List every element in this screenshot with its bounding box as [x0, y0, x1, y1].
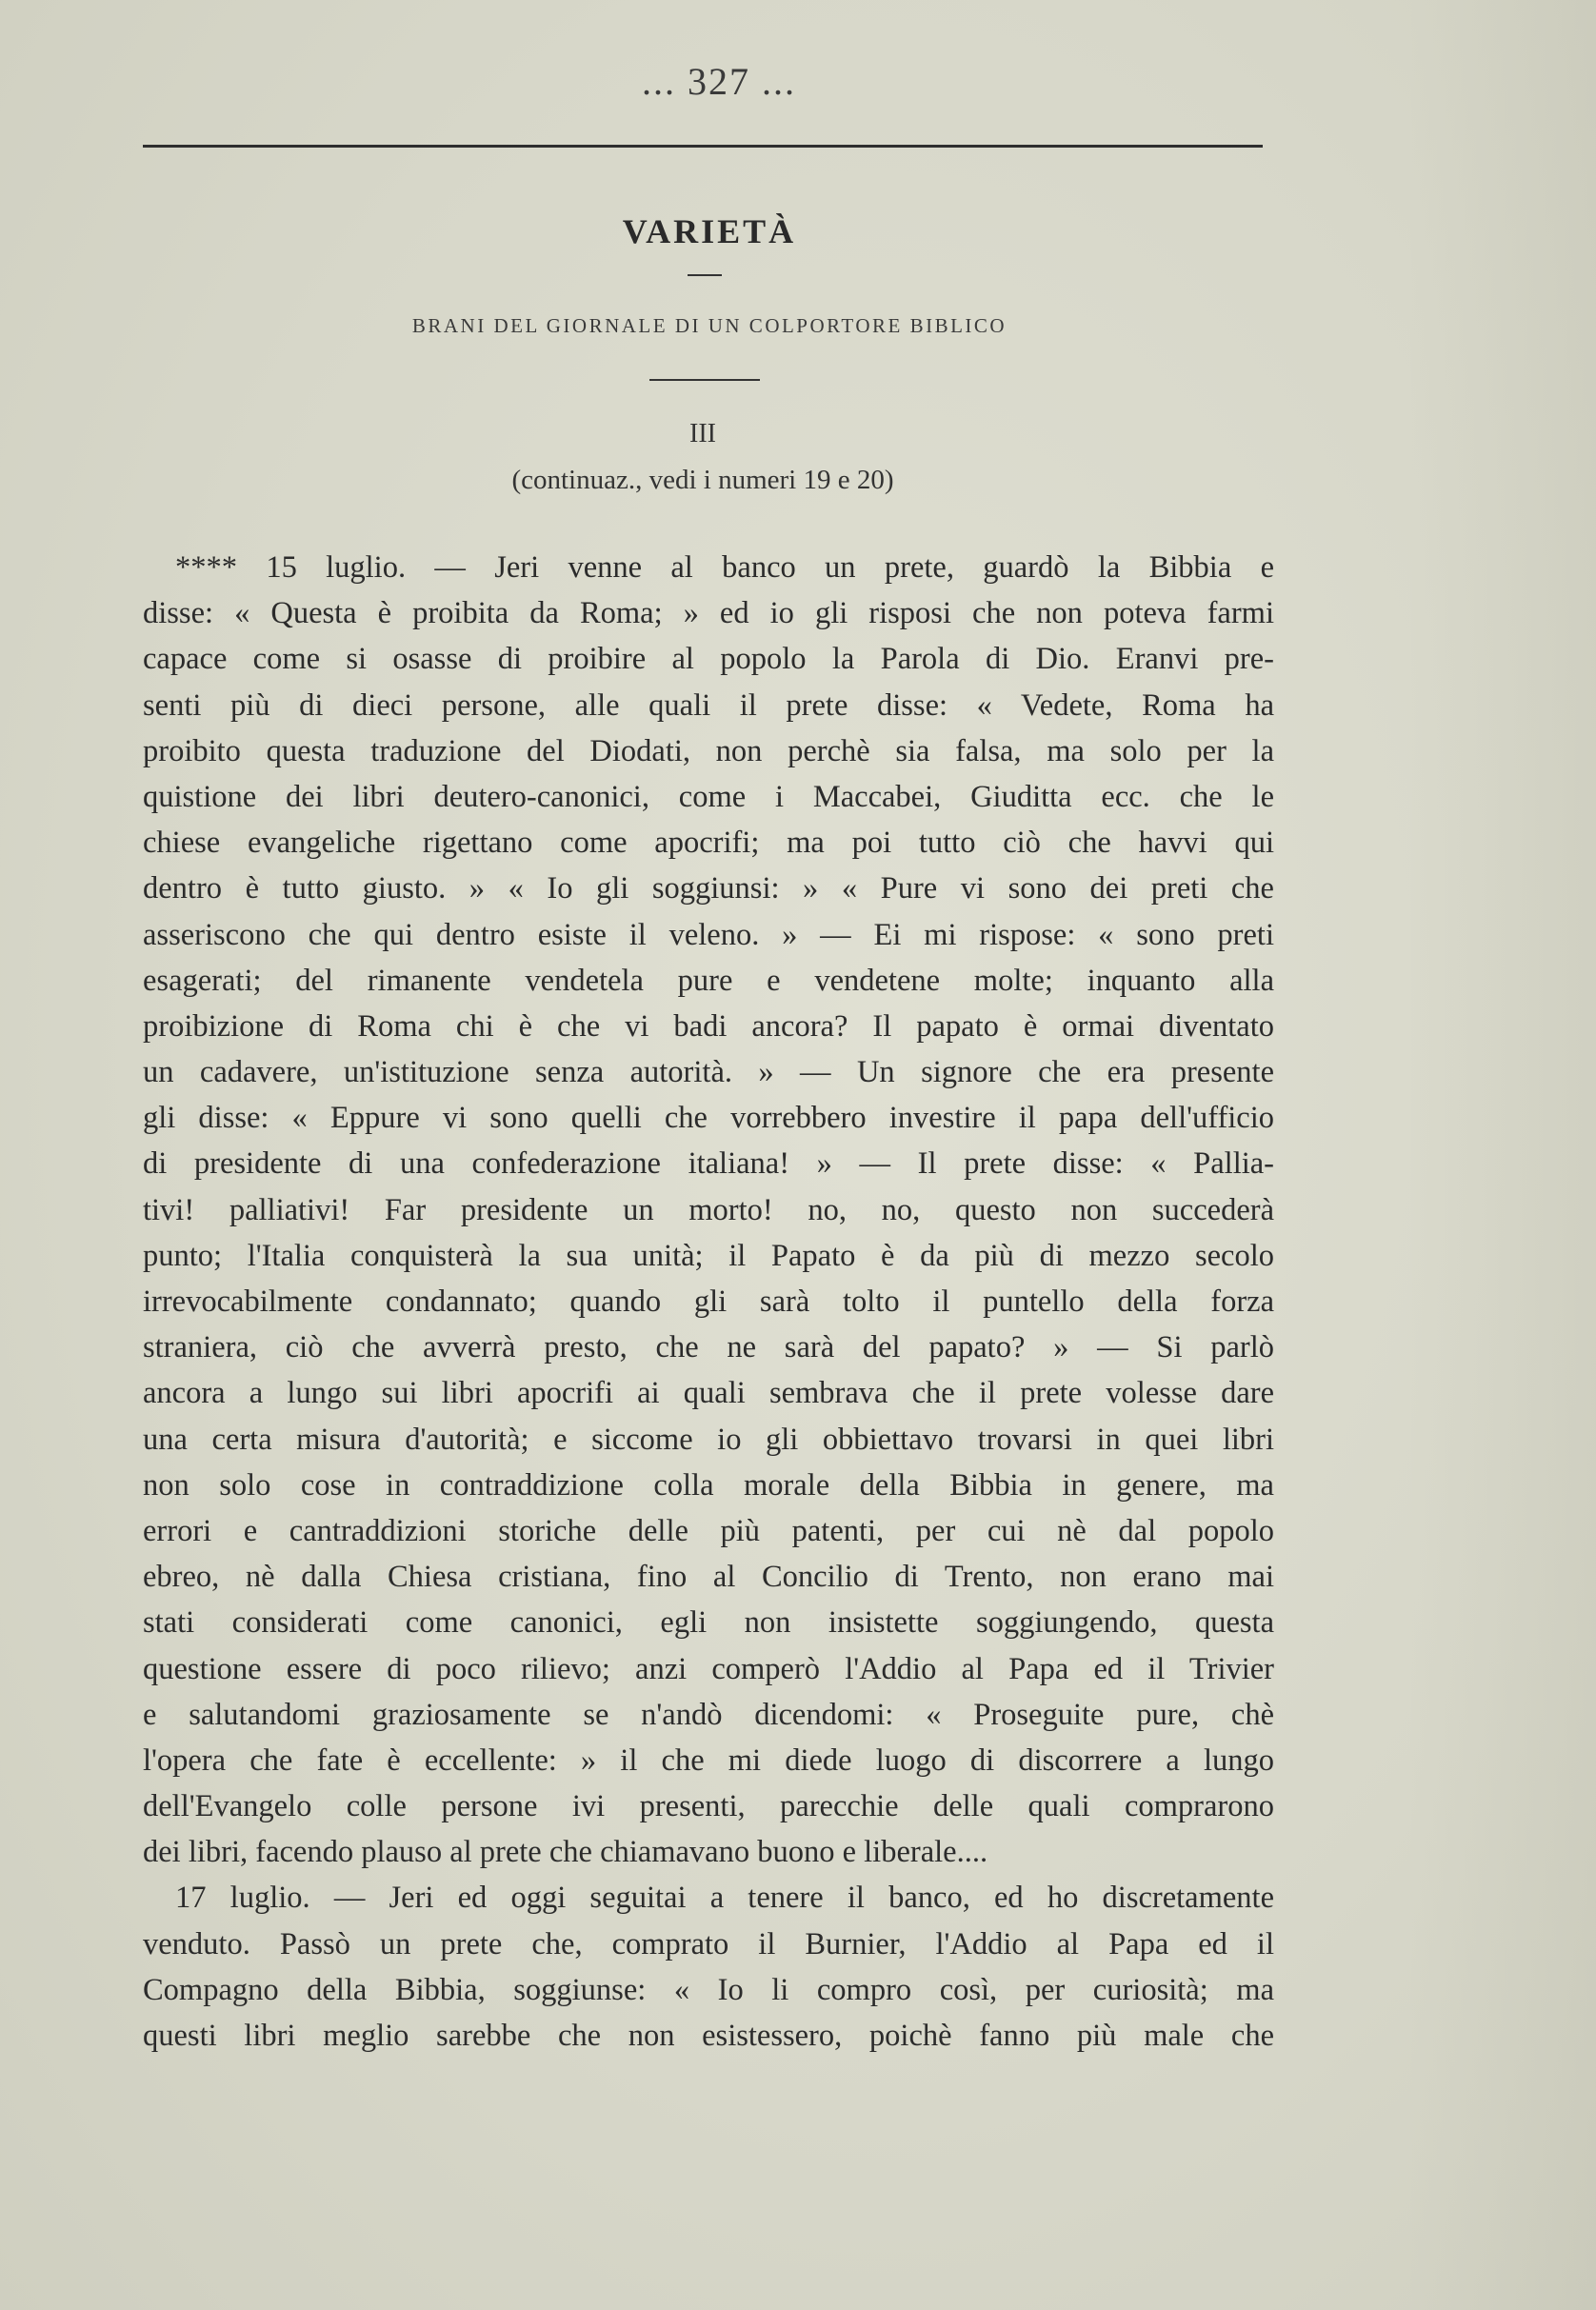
text-line: **** 15 luglio. — Jeri venne al banco un prete, guardò la Bibbia e	[175, 550, 1274, 585]
text-line: tivi! palliativi! Far presidente un morto! no, no, questo non succederà	[143, 1192, 1274, 1227]
text-line: straniera, ciò che avverrà presto, che ne sarà del papato? » — Si parlò	[143, 1330, 1274, 1365]
section-title: VARIETÀ	[622, 212, 797, 250]
text-line: l'opera che fate è eccellente: » il che mi diede luogo di discorrere a lungo	[143, 1742, 1274, 1778]
page-number: ... 327 ...	[642, 60, 796, 103]
text-line: dei libri, facendo plauso al prete che chiamavano buono e liberale....	[143, 1835, 988, 1870]
continuation-note: (continuaz., vedi i numeri 19 e 20)	[511, 465, 894, 495]
text-line: ancora a lungo sui libri apocrifi ai quali sembrava che il prete volesse dare	[143, 1376, 1274, 1411]
text-line: ebreo, nè dalla Chiesa cristiana, fino al Concilio di Trento, non erano mai	[143, 1560, 1274, 1595]
text-line: proibizione di Roma chi è che vi badi ancora? Il papato è ormai diventato	[143, 1008, 1274, 1044]
text-line: venduto. Passò un prete che, comprato il Burnier, l'Addio al Papa ed il	[143, 1926, 1274, 1962]
text-line: punto; l'Italia conquisterà la sua unità; il Papato è da più di mezzo secolo	[143, 1238, 1274, 1273]
section-number: III	[689, 419, 716, 448]
text-line: questi libri meglio sarebbe che non esistessero, poichè fanno più male che	[143, 2019, 1274, 2053]
text-line: non solo cose in contraddizione colla morale della Bibbia in genere, ma	[143, 1467, 1274, 1503]
text-line: dentro è tutto giusto. » « Io gli soggiunsi: » « Pure vi sono dei preti che	[143, 871, 1274, 906]
text-line: questione essere di poco rilievo; anzi comperò l'Addio al Papa ed il Trivier	[143, 1651, 1274, 1686]
text-line: stati considerati come canonici, egli non insistette soggiungendo, questa	[143, 1605, 1274, 1641]
text-line: una certa misura d'autorità; e siccome io gli obbiettavo trovarsi in quei libri	[143, 1422, 1274, 1457]
text-line: asseriscono che qui dentro esiste il veleno. » — Ei mi rispose: « sono preti	[143, 917, 1274, 952]
text-line: irrevocabilmente condannato; quando gli sarà tolto il puntello della forza	[143, 1284, 1274, 1319]
header-rule	[143, 145, 1263, 148]
paper-shading	[1406, 0, 1596, 2310]
text-line: 17 luglio. — Jeri ed oggi seguitai a tenere il banco, ed ho discretamente	[175, 1881, 1274, 1916]
text-line: dell'Evangelo colle persone ivi presenti, parecchie delle quali comprarono	[143, 1789, 1274, 1824]
text-line: esagerati; del rimanente vendetela pure e vendetene molte; inquanto alla	[143, 963, 1274, 998]
text-line: errori e cantraddizioni storiche delle più patenti, per cui nè dal popolo	[143, 1513, 1274, 1548]
subtitle-rule	[649, 379, 760, 381]
text-line: chiese evangeliche rigettano come apocrifi; ma poi tutto ciò che havvi qui	[143, 826, 1274, 861]
text-line: di presidente di una confederazione italiana! » — Il prete disse: « Pallia-	[143, 1146, 1274, 1182]
body-text	[143, 545, 1274, 2059]
title-dash	[688, 274, 722, 276]
text-line: capace come si osasse di proibire al popolo la Parola di Dio. Eranvi pre-	[143, 642, 1274, 677]
text-line: gli disse: « Eppure vi sono quelli che vorrebbero investire il papa dell'ufficio	[143, 1101, 1274, 1136]
text-line: Compagno della Bibbia, soggiunse: « Io li compro così, per curiosità; ma	[143, 1972, 1274, 2007]
text-line: disse: « Questa è proibita da Roma; » ed io gli risposi che non poteva farmi	[143, 596, 1274, 631]
subtitle: BRANI DEL GIORNALE DI UN COLPORTORE BIBLICO	[411, 314, 1007, 337]
text-line: quistione dei libri deutero-canonici, come i Maccabei, Giuditta ecc. che le	[143, 779, 1274, 814]
text-line: senti più di dieci persone, alle quali il prete disse: « Vedete, Roma ha	[143, 687, 1274, 723]
text-line: proibito questa traduzione del Diodati, non perchè sia falsa, ma solo per la	[143, 733, 1274, 768]
text-line: un cadavere, un'istituzione senza autorità. » — Un signore che era presente	[143, 1055, 1274, 1090]
text-line: e salutandomi graziosamente se n'andò dicendomi: « Proseguite pure, chè	[143, 1697, 1274, 1732]
